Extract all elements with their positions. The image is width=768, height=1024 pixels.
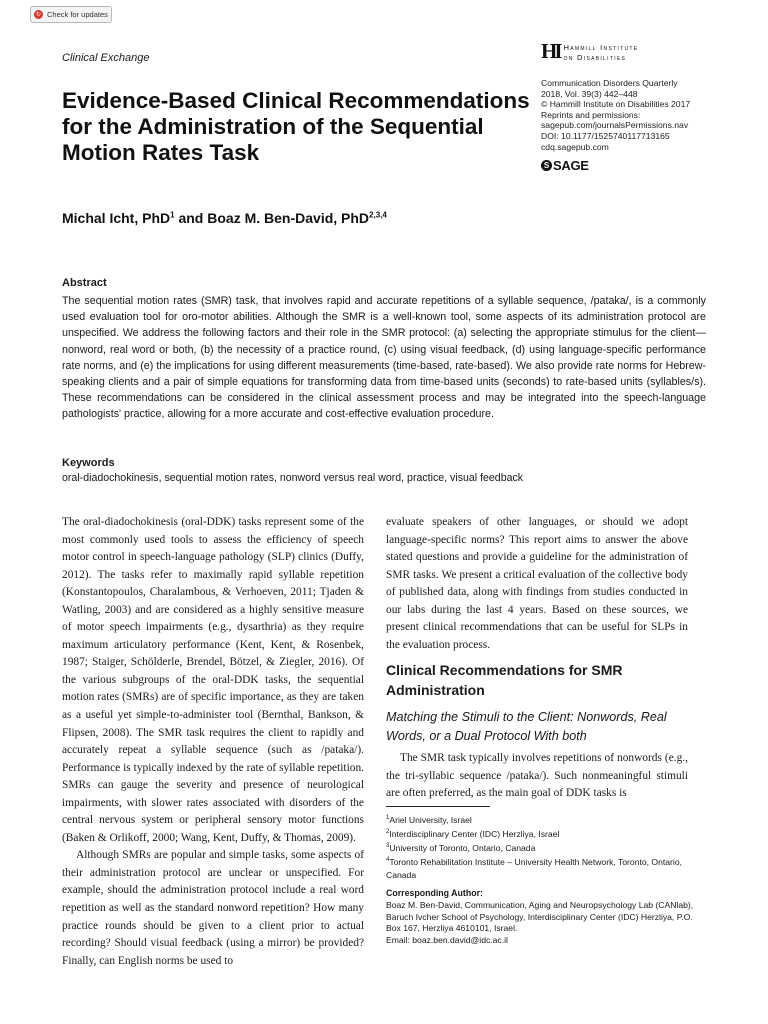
author-2-name: Boaz M. Ben-David, PhD bbox=[207, 210, 370, 226]
footnote-text: Interdisciplinary Center (IDC) Herzliya, Israel bbox=[389, 829, 560, 840]
article-title: Evidence-Based Clinical Recommendations for the Administration of the Sequential Motion Rates Task bbox=[62, 88, 530, 165]
corresponding-email-link[interactable]: Email: boaz.ben.david@idc.ac.il bbox=[386, 935, 508, 946]
body-column-right bbox=[386, 514, 688, 654]
footnote-divider bbox=[386, 806, 490, 807]
body-paragraph: The SMR task typically involves repetitions of nonwords (e.g., the tri-syllabic sequence /pataka/). Such nonmeaningful stimuli are often preferred, as the main goal of DDK tasks is bbox=[386, 752, 688, 800]
keywords-body: oral-diadochokinesis, sequential motion rates, nonword versus real word, practice, visual feedback bbox=[62, 472, 524, 484]
doi-link[interactable]: DOI: 10.1177/1525740117713165 bbox=[541, 130, 670, 141]
body-paragraph: The oral-diadochokinesis (oral-DDK) tasks represent some of the most commonly used tools to assess the efficiency of speech motor control in speech-language pathology (SLP) clinics (Duffy, 2012). The tasks refer to maximally rapid syllable repetition (Konstantopoulos, Charalambous, & Verhoeven, 2011; Tjaden & Watling, 2003) and are considered as a highly sensitive measure of motor speech impairments (e.g., dysarthria) as they require maximum articulatory performance (Kent, Kent, & Rosenbek, 1987; Staiger, Schölderle, Brendel, Bötzel, & Ziegler, 2016). Of the various subgroups of the oral-DDK tasks, the sequential motion rates (SMRs) are of specific importance, as they are taken as a useful yet simple-to-administer tool (Bernthal, Bankson, & Flipsen, 2008). The SMR task requires the client to rapidly and accurately repeat a syllable sequence (such as /pataka/). Performance is typically indexed by the rate of syllable repetition. SMRs can gauge the severity and presence of neurological impairments, with slower rates associated with disorders of the central nervous system or peripheral sensory motor functions (Baken & Orlikoff, 2000; Wang, Kent, Duffy, & Thomas, 2009). bbox=[62, 516, 364, 844]
corresponding-address: Boaz M. Ben-David, Communication, Aging and Neuropsychology Lab (CANlab), Baruch Ivcher School of Psychology, Interdisciplinary Center (IDC) Herzliya, P.O. Box 167, Herzliya 4610101, Israel. bbox=[386, 900, 694, 934]
footnote-text: Toronto Rehabilitation Institute – University Health Network, Toronto, Ontario, Canada bbox=[386, 857, 682, 880]
publication-info bbox=[541, 78, 690, 152]
publisher-name-line1: Hammill Institute bbox=[563, 43, 639, 52]
keywords-heading: Keywords bbox=[62, 457, 115, 469]
section-heading: Clinical Recommendations for SMR Administration bbox=[386, 662, 623, 698]
author-1-affiliation: 1 bbox=[170, 210, 175, 220]
publisher-name-line2: on Disabilities bbox=[563, 53, 627, 62]
footnote-text: Ariel University, Israel bbox=[389, 814, 472, 825]
footnote-item bbox=[386, 826, 708, 840]
author-1-name: Michal Icht, PhD bbox=[62, 210, 171, 226]
author-2-affiliation: 2,3,4 bbox=[369, 210, 387, 220]
corresponding-author-heading: Corresponding Author: bbox=[386, 888, 483, 898]
sage-logo bbox=[541, 158, 589, 173]
author-joiner: and bbox=[174, 210, 208, 226]
permissions-link[interactable]: sagepub.com/journalsPermissions.nav bbox=[541, 120, 689, 131]
body-paragraph: Although SMRs are popular and simple tasks, some aspects of their administration protocol are unclear or unspecified. For example, should the administration protocol include a real word repetition as well as the standard nonword repetition? How many practice rounds should be given to a client prior to actual recording? Should visual feedback (using a mirror) be provided? Finally, can English norms be used to bbox=[62, 849, 364, 967]
reprints-label: Reprints and permissions: bbox=[541, 109, 641, 120]
abstract-heading: Abstract bbox=[62, 277, 107, 289]
body-paragraph: evaluate speakers of other languages, or should we adopt language-specific norms? This report aims to answer the above stated questions and provide a guideline for the administration of SMR tasks. We present a critical evaluation of the collective body of published data, along with findings from studies conducted in our labs during the last 4 years. Based on these sources, we present clinical recommendations that can be useful for SLPs in the evaluation process. bbox=[386, 516, 688, 651]
copyright-line: © Hammill Institute on Disabilities 2017 bbox=[541, 99, 691, 110]
subsection-heading: Matching the Stimuli to the Client: Nonwords, Real Words, or a Dual Protocol With both bbox=[386, 710, 667, 743]
sage-s-icon: S bbox=[541, 160, 552, 171]
check-for-updates-button[interactable] bbox=[30, 6, 112, 23]
footnote-mark: 3 bbox=[386, 843, 390, 850]
footnote-mark: 2 bbox=[386, 829, 390, 836]
refresh-icon: ↻ bbox=[35, 11, 42, 18]
body-column-left bbox=[62, 514, 364, 970]
sage-wordmark: SAGE bbox=[553, 158, 589, 173]
footnote-text: University of Toronto, Ontario, Canada bbox=[389, 843, 536, 854]
journal-url-link[interactable]: cdq.sagepub.com bbox=[541, 141, 609, 152]
publisher-name bbox=[564, 42, 639, 63]
footnote-item bbox=[386, 854, 708, 880]
hi-logo-icon: HI bbox=[541, 39, 560, 63]
check-for-updates-label: Check for updates bbox=[47, 10, 108, 19]
publisher-logo bbox=[541, 39, 639, 63]
corresponding-author-details bbox=[386, 900, 708, 947]
journal-name: Communication Disorders Quarterly bbox=[541, 78, 678, 88]
footnote-mark: 4 bbox=[386, 857, 390, 864]
affiliation-footnotes bbox=[386, 812, 708, 881]
section-label: Clinical Exchange bbox=[62, 52, 150, 64]
abstract-body: The sequential motion rates (SMR) task, that involves rapid and accurate repetitions of a syllable sequence, /pataka/, is a commonly used evaluation tool for oro-motor abilities. Although the SMR is a well-known tool, some aspects of its administration protocol are unspecified. We address the following factors and their role in the SMR protocol: (a) selecting the appropriate stimulus for the client—nonword, real word or both, (b) the necessity of a practice round, (c) using visual feedback, (d) using language-specific performance rate norms, and (e) the implications for using different measurements (time-based, rate-based). We also provide rate norms for Hebrew-speaking clients and a pair of simple equations for transforming data from time-based units (seconds) to rate-based units (syllables/s). These recommendations can be considered in the clinical assessment process and may be integrated into the speech-language pathologists' practice, allowing for a more accurate and cost-effective evaluation procedure. bbox=[62, 295, 706, 421]
footnote-mark: 1 bbox=[386, 815, 390, 821]
journal-volume: 2018, Vol. 39(3) 442–448 bbox=[541, 88, 638, 99]
author-line bbox=[62, 210, 387, 226]
footnote-item bbox=[386, 840, 708, 854]
footnote-item bbox=[386, 812, 708, 826]
